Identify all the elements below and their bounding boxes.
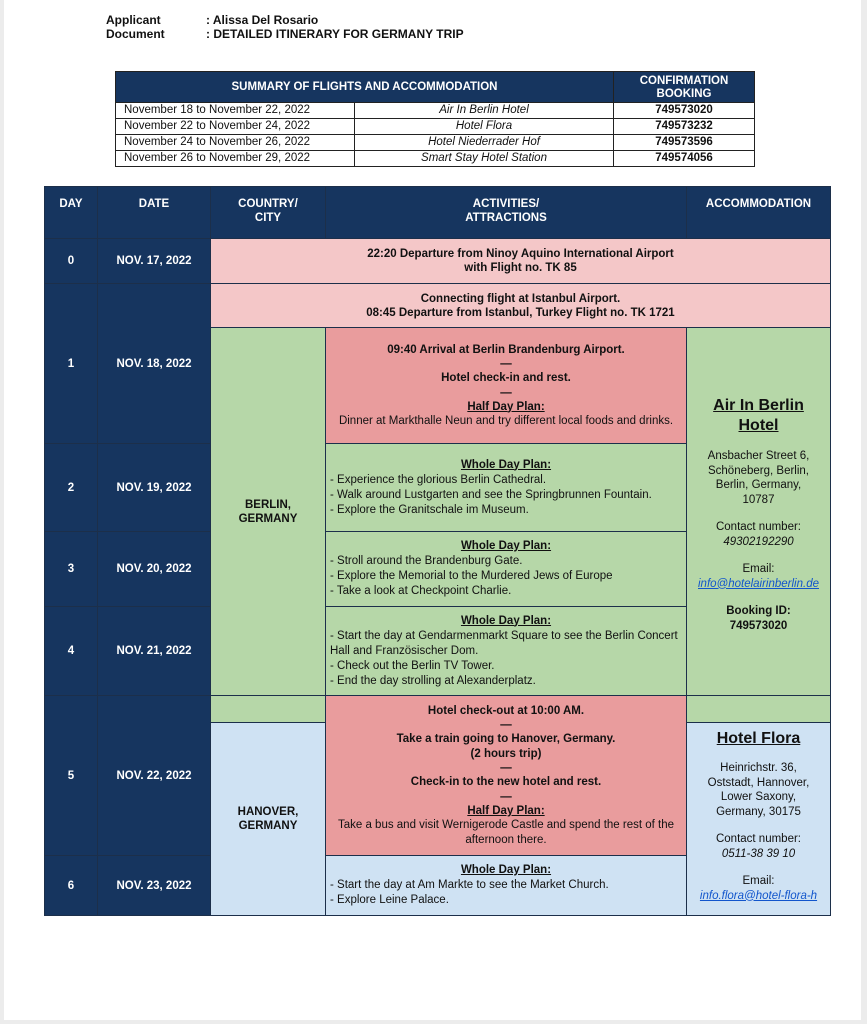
connect-line1: Connecting flight at Istanbul Airport. — [420, 292, 621, 305]
train-text: Take a train going to Hanover, Germany. — [396, 733, 616, 746]
col-header-accommodation: ACCOMMODATION — [687, 187, 831, 239]
city-berlin — [211, 328, 326, 696]
hotel1-cell — [687, 328, 831, 696]
day-number: 5 — [45, 696, 98, 856]
summary-title: SUMMARY OF FLIGHTS AND ACCOMMODATION — [116, 72, 614, 103]
conf-header-line1: CONFIRMATION — [639, 74, 729, 87]
separator-dash: — — [500, 358, 512, 370]
summary-hotel: Air In Berlin Hotel — [355, 103, 614, 119]
day5-activities — [326, 696, 687, 856]
summary-hotel: Smart Stay Hotel Station — [355, 151, 614, 167]
day-date: NOV. 18, 2022 — [98, 284, 211, 444]
plan-item: - Start the day at Gendarmenmarkt Square to see the Berlin Concert Hall and Französischer Dom. — [330, 629, 678, 657]
applicant-value: : Alissa Del Rosario — [206, 13, 319, 27]
checkout-text: Hotel check-out at 10:00 AM. — [427, 704, 585, 717]
day0-activity — [211, 239, 831, 284]
day-date: NOV. 17, 2022 — [98, 239, 211, 284]
day-date: NOV. 22, 2022 — [98, 696, 211, 856]
checkin-text: Check-in to the new hotel and rest. — [410, 776, 602, 789]
day-number: 0 — [45, 239, 98, 284]
hotel1-contact-number: 49302192290 — [723, 535, 794, 548]
plan-item: - Check out the Berlin TV Tower. — [330, 659, 495, 672]
plan-title: Whole Day Plan: — [460, 864, 552, 876]
summary-hotel: Hotel Niederrader Hof — [355, 135, 614, 151]
day-date: NOV. 19, 2022 — [98, 444, 211, 532]
city-hanover — [211, 723, 326, 916]
hotel1-email-label: Email: — [742, 563, 775, 575]
checkin-text: Hotel check-in and rest. — [441, 372, 571, 384]
day0-line1: 22:20 Departure from Ninoy Aquino International Airport — [367, 248, 674, 260]
activities-header-line2: ATTRACTIONS — [465, 212, 547, 224]
day-date: NOV. 21, 2022 — [98, 607, 211, 696]
plan-item: - Stroll around the Brandenburg Gate. — [330, 555, 523, 567]
applicant-label: Applicant — [106, 13, 161, 27]
summary-row — [116, 135, 755, 151]
plan-text: Dinner at Markthalle Neun and try different local foods and drinks. — [338, 415, 674, 427]
col-header-date: DATE — [98, 187, 211, 239]
plan-title: Whole Day Plan: — [460, 458, 552, 471]
plan-item: - Start the day at Am Markte to see the Market Church. — [330, 879, 609, 891]
day1-activities — [326, 328, 687, 444]
hanover-line2: GERMANY — [238, 820, 298, 832]
plan-item: - Explore the Memorial to the Murdered Jews of Europe — [330, 570, 613, 582]
day6-activities — [326, 856, 687, 916]
summary-dates: November 24 to November 26, 2022 — [116, 135, 355, 151]
hotel2-name: Hotel Flora — [716, 730, 801, 747]
connect-line2: 08:45 Departure from Istanbul, Turkey Flight no. TK 1721 — [366, 306, 675, 319]
hotel2-email-label: Email: — [742, 875, 775, 887]
separator-dash: — — [500, 762, 512, 775]
hotel1-name-line2: Hotel — [738, 417, 779, 434]
country-header-line1: COUNTRY/ — [238, 198, 298, 210]
plan-title: Half Day Plan: — [467, 400, 545, 413]
hotel1-email-link[interactable]: info@hotelairinberlin.de — [698, 577, 819, 590]
hotel2-contact-number: 0511-38 39 10 — [721, 847, 796, 860]
hotel2-address: Lower Saxony, — [720, 791, 797, 803]
hotel1-address: Ansbacher Street 6, — [707, 450, 810, 462]
day0-line2: with Flight no. TK 85 — [464, 262, 577, 274]
summary-booking: 749574056 — [614, 151, 755, 167]
summary-booking: 749573596 — [614, 135, 755, 151]
hotel1-booking-id: 749573020 — [729, 619, 788, 632]
hotel2-address: Germany, 30175 — [716, 805, 801, 818]
conf-header-line2: BOOKING — [656, 87, 712, 100]
hotel2-cell — [687, 723, 831, 916]
plan-item: - Take a look at Checkpoint Charlie. — [330, 585, 512, 597]
day-number: 4 — [45, 607, 98, 696]
day3-activities — [326, 532, 687, 607]
summary-dates: November 22 to November 24, 2022 — [116, 119, 355, 135]
hotel1-address: Berlin, Germany, — [715, 479, 802, 491]
hotel2-address: Heinrichstr. 36, — [720, 762, 797, 774]
train-duration: (2 hours trip) — [470, 747, 542, 760]
summary-hotel: Hotel Flora — [355, 119, 614, 135]
day-number: 2 — [45, 444, 98, 532]
summary-booking: 749573020 — [614, 103, 755, 119]
activities-header-line1: ACTIVITIES/ — [472, 198, 540, 210]
document-page — [4, 0, 861, 1020]
col-header-day: DAY — [45, 187, 98, 239]
itinerary-table — [44, 186, 831, 916]
day4-activities — [326, 607, 687, 696]
separator-dash: — — [500, 790, 512, 803]
summary-row — [116, 119, 755, 135]
day-date: NOV. 20, 2022 — [98, 532, 211, 607]
summary-dates: November 18 to November 22, 2022 — [116, 103, 355, 119]
hotel1-contact-label: Contact number: — [715, 521, 801, 533]
hanover-line1: HANOVER, — [237, 806, 299, 818]
arrival-text: 09:40 Arrival at Berlin Brandenburg Airport. — [387, 343, 625, 356]
plan-title: Whole Day Plan: — [460, 540, 552, 552]
berlin-line2: GERMANY — [238, 512, 298, 525]
separator-dash: — — [500, 719, 512, 732]
hotel1-booking-label: Booking ID: — [726, 605, 791, 617]
hotel2-contact-label: Contact number: — [715, 833, 801, 845]
col-header-country — [211, 187, 326, 239]
hotel1-cell-continued — [687, 696, 831, 723]
day2-activities — [326, 444, 687, 532]
document-value: : DETAILED ITINERARY FOR GERMANY TRIP — [206, 27, 464, 41]
summary-row — [116, 103, 755, 119]
day-number: 3 — [45, 532, 98, 607]
plan-item: - Experience the glorious Berlin Cathedral. — [330, 473, 547, 486]
hotel2-email-link[interactable]: info.flora@hotel-flora-h — [699, 889, 818, 902]
summary-booking: 749573232 — [614, 119, 755, 135]
day-number: 6 — [45, 856, 98, 916]
plan-title: Half Day Plan: — [467, 804, 545, 817]
day-date: NOV. 23, 2022 — [98, 856, 211, 916]
hotel1-name-line1: Air In Berlin — [713, 397, 804, 414]
summary-dates: November 26 to November 29, 2022 — [116, 151, 355, 167]
plan-text: Take a bus and visit Wernigerode Castle and spend the rest of the afternoon there. — [337, 819, 675, 846]
summary-row — [116, 151, 755, 167]
summary-table — [115, 71, 755, 167]
hotel1-address: Schöneberg, Berlin, — [707, 464, 809, 477]
plan-item: - Walk around Lustgarten and see the Springbrunnen Fountain. — [330, 488, 652, 501]
berlin-line1: BERLIN, — [245, 498, 291, 511]
separator-dash: — — [500, 386, 512, 399]
connecting-flight — [211, 284, 831, 328]
plan-title: Whole Day Plan: — [460, 614, 552, 627]
confirmation-booking-header — [614, 72, 755, 103]
document-label: Document — [106, 27, 165, 41]
plan-item: - Explore Leine Palace. — [330, 894, 449, 906]
country-header-line2: CITY — [254, 212, 282, 224]
city-berlin-continued — [211, 696, 326, 723]
plan-item: - Explore the Granitschale im Museum. — [330, 503, 529, 516]
hotel2-address: Oststadt, Hannover, — [707, 776, 810, 789]
col-header-activities — [326, 187, 687, 239]
hotel1-address: 10787 — [742, 493, 775, 506]
day-number: 1 — [45, 284, 98, 444]
plan-item: - End the day strolling at Alexanderplatz. — [330, 674, 536, 687]
